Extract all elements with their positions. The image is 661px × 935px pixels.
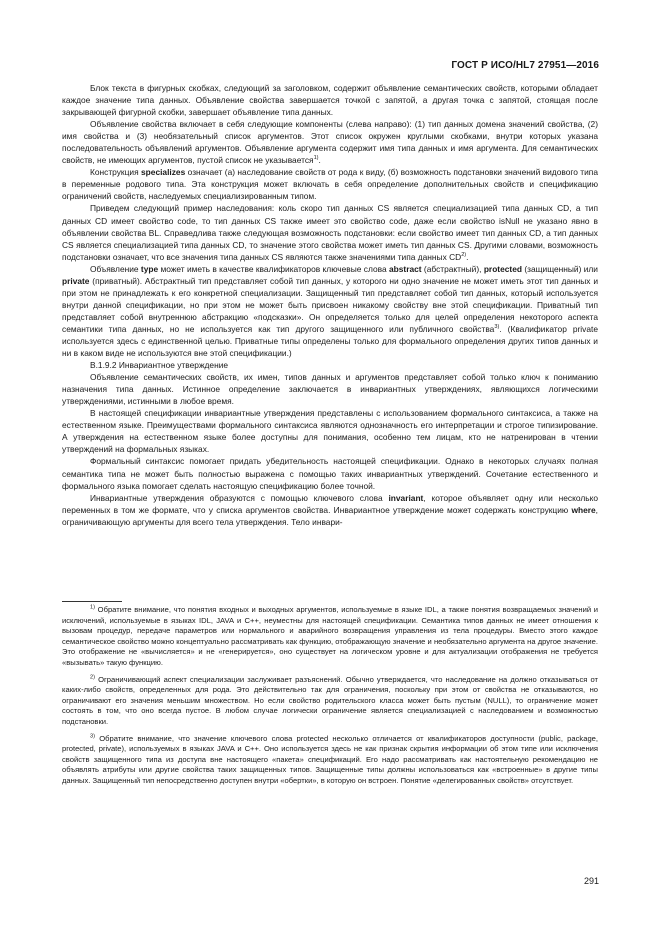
- keyword-type: type: [140, 263, 159, 274]
- keyword-specializes: specializes: [141, 167, 186, 178]
- keyword-protected: protected: [483, 263, 522, 274]
- section-heading: В.1.9.2 Инвариантное утверждение: [90, 360, 229, 371]
- paragraph-5: Объявление type может иметь в качестве квалификаторов ключевые слова abstract (абстрактный), protected (защищенный) или private (приватный). Абстрактный тип представляет собой тип данных, у которого ни одно значение не может иметь этот тип данных и при этом не принадлежать к его конкретной специализации. Защищенный тип представляет собой тип данных, который используется внутри данной спецификации, но при этом не может быть присвоен никакому свойству вне этой спецификации. Приватный тип представляет собой внутреннюю абстракцию «подсказки». Он определяется только для целей определения некоторого аспекта семантики типа данных, но не используется как тип другого защищенного или публичного свойства$^{3)}$. (Квалификатор private используется здесь с единственной целью. Приватные типы определены только для формального определения других типов данных и ни в каком виде не используются вне этой спецификации.): [62, 263, 598, 359]
- paragraph-2: Объявление свойства включает в себя следующие компоненты (слева направо): (1) тип данных домена значений свойства, (2) имя свойства и (3) необязательный список аргументов. Этот список окружен круглыми скобками, внутри которых указана последовательность объявлений аргументов. Объявление аргумента содержит имя типа данных и имя аргумента. Для семантических свойств, не имеющих аргументов, пустой список не указывается$^{1)}$.: [62, 119, 598, 166]
- paragraph-8: Формальный синтаксис помогает придать убедительность настоящей спецификации. Однако в некоторых случаях полная семантика типа не может быть полностью выражена с помощью таких инвариантных утверждений. Сочетание естественного и формального языка помогает сделать настоящую спецификацию более точной.: [62, 456, 598, 491]
- main-text: [62, 82, 598, 528]
- footnote-separator: [62, 601, 122, 602]
- paragraph-9: Инвариантные утверждения образуются с помощью ключевого слова invariant, которое объявляет одну или несколько переменных в том же формате, что у списка аргументов свойства. Инвариантное утверждение может содержать конструкцию where, ограничивающую аргументы для всего тела утверждения. Тело инвари-: [62, 492, 598, 527]
- keyword-invariant: invariant: [388, 492, 424, 503]
- footnote-ref-3: 3): [494, 324, 500, 331]
- footnote-3: $^{3)}$ Обратите внимание, что значение ключевого слова protected несколько отличается от квалификаторов доступности (public, package, protected, private), используемых в языках JAVA и C++. Оно используется здесь не как признак скрытия информации об этом типе или исключения свойств защищенного типа из доступа вне настоящего «пакета» спецификаций. Его надо рассматривать как настоятельную рекомендацию не объявлять атрибуты или другие свойства таких защищенных типов. Защищенные типы должны использоваться как «встроенные» в другие типы данных. Защищенный тип непосредственно доступен внутри «обертки», в которую он встроен. Понятие «делегированных свойств» отсутствует.: [62, 733, 598, 785]
- footnote-2: $^{2)}$ Ограничивающий аспект специализации заслуживает разъяснений. Обычно утверждается, что наследование на должно отказываться от каких-либо свойств, определенных для рода. Это действительно так для ограничения, поскольку при этом от свойства не отказываются, но ограничивают его значения меньшим множеством. Но если свойство родительского класса может быть пустым (NULL), то ограничение может состоять в том, что оно всегда пустое. В любом случае логически ограничение является специализацией с наследованием и возможностью подстановки.: [62, 674, 598, 726]
- paragraph-7: В настоящей спецификации инвариантные утверждения представлены с использованием формального синтаксиса, а также на естественном языке. Преимуществами формального синтаксиса являются однозначность его интерпретации и строгое типизирование. А утверждения на естественном языке более доступны для понимания, особенно тем лицам, кто не натренирован в чтении утверждений на формальных языках.: [62, 408, 598, 455]
- keyword-abstract: abstract: [388, 263, 422, 274]
- footnote-ref-2: 2): [461, 251, 467, 258]
- footnotes: [62, 605, 598, 793]
- paragraph-6: Объявление семантических свойств, их имен, типов данных и аргументов представляет собой только ключ к пониманию назначения типа данных. Истинное определение заключается в инвариантных утверждениях, являющихся логическими утверждениями, истинными в любое время.: [62, 372, 598, 407]
- standard-header: ГОСТ Р ИСО/HL7 27951—2016: [451, 60, 599, 71]
- paragraph-1: Блок текста в фигурных скобках, следующий за заголовком, содержит объявление семантических свойств, которыми обладает каждое значение типа данных. Объявление свойства завершается точкой с запятой, а другая точка с запятой, стоящая после закрывающей фигурной скобки, завершает объявление типа данных.: [62, 83, 598, 118]
- page-number: 291: [583, 876, 599, 886]
- keyword-private: private: [62, 275, 90, 286]
- footnote-1: $^{1)}$ Обратите внимание, что понятия входных и выходных аргументов, используемые в языке IDL, а также понятия возвращаемых значений и исключений, используемые в языках IDL, JAVA и C++, неуместны для настоящей спецификации. Семантика типов данных не имеет отношения к вызовам процедур, передаче параметров или нормального и аварийного возвращения управления из тела процедуры. Вместо этого каждое семантическое свойство можно концептуально рассматривать как функцию, отображающую значение и необязательно аргумента на другое значение. Это отображение не «вычисляется» и не «генерируется», оно существует на логическом уровне и для актуализации отображения не требуется «вызывать» такую функцию.: [62, 604, 598, 667]
- keyword-where: where: [571, 504, 596, 515]
- paragraph-3: Конструкция specializes означает (а) наследование свойств от рода к виду, (б) возможность подстановки значений видового типа в переменные родового типа. Эта конструкция может включать в себя определение дополнительных свойств и спецификацию ограничений свойств, наследуемых специализированным типом.: [62, 167, 599, 202]
- paragraph-4: Приведем следующий пример наследования: коль скоро тип данных CS является специализацией типа данных CD, а тип данных CD имеет свойство code, то тип данных CS также имеет это свойство code, даже если свойство isNull не указано явно в объявлении свойства BL. Справедлива также следующая возможность подстановки: если свойство имеет тип данных CD, а тип данных CS является специализацией типа данных CD, то значение этого свойства может иметь тип данных CS. Другими словами, возможность подстановки означает, что все значения типа данных CS являются также значениями типа данных CD$^{2)}$.: [62, 203, 598, 262]
- footnote-ref-1: 1): [313, 155, 319, 162]
